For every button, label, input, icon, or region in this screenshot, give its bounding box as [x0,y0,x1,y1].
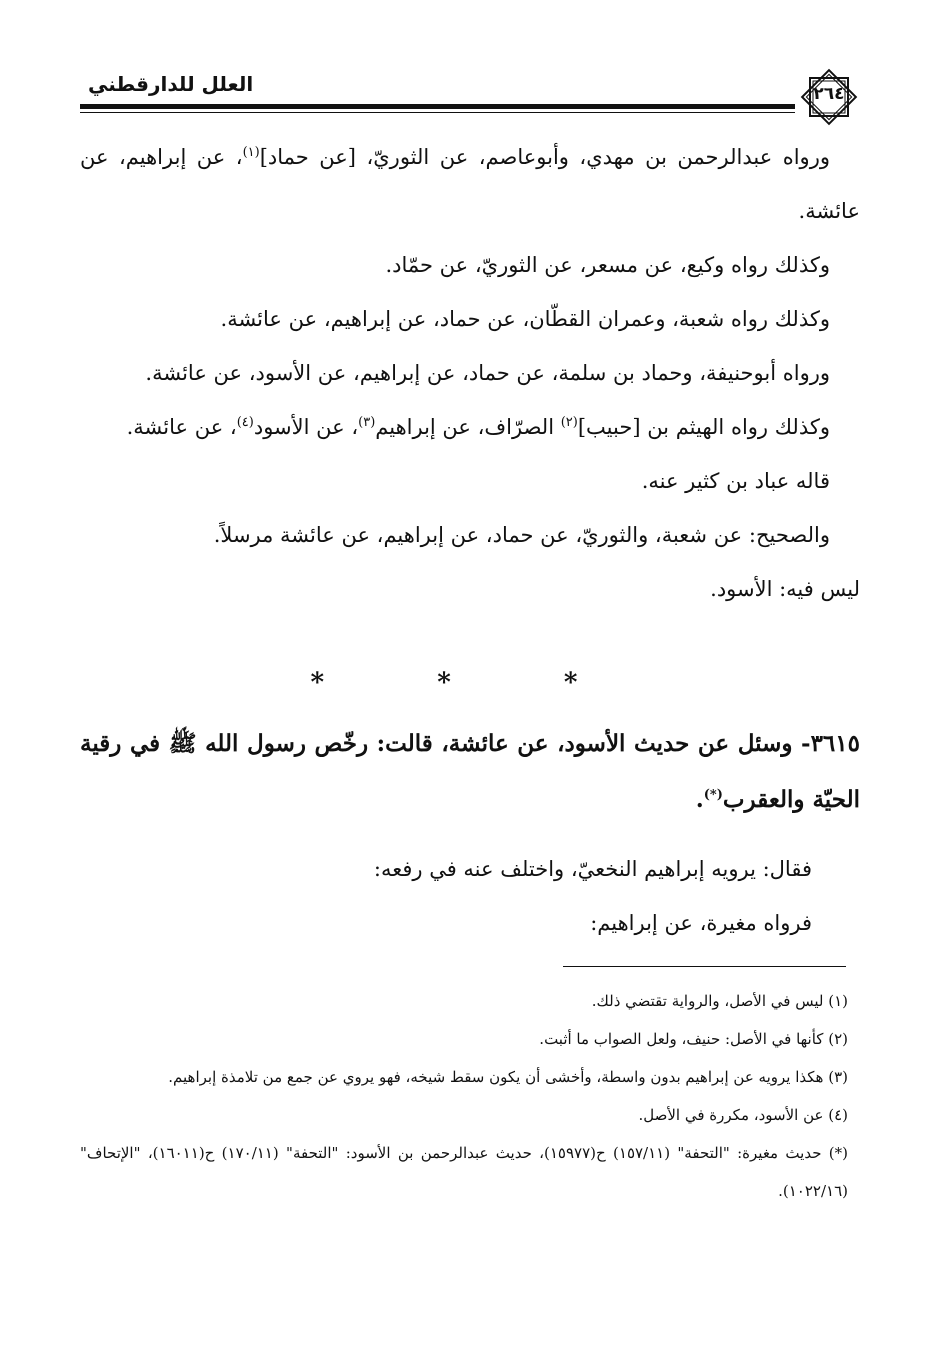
header-rule-thick [80,104,795,109]
answer-line-2: فرواه مغيرة، عن إبراهيم: [590,911,812,935]
header-rule-thin [80,112,795,113]
running-title: العلل للدارقطني [88,72,254,96]
paragraph-text: ورواه عبدالرحمن بن مهدي، وأبوعاصم، عن الثوريّ، [عن حماد] [259,145,830,169]
paragraph-8: ليس فيه: الأسود. [710,577,860,601]
paragraph-text: ، عن عائشة. [126,415,237,439]
section-separator: * * * [310,668,630,698]
paragraph-text: الصرّاف، عن إبراهيم [375,415,561,439]
paragraph-1 [80,130,860,238]
footnote-3: (٣) هكذا يرويه عن إبراهيم بدون واسطة، وأخشى أن يكون سقط شيخه، فهو يروي عن جمع من تلامذة إبراهيم. [168,1068,848,1086]
footnote-ref: (١) [242,145,260,160]
page-header [80,66,860,126]
paragraph-text: ، عن الأسود [253,415,359,439]
footnote-star: (*) حديث مغيرة: "التحفة" (١٥٧/١١) ح(١٥٩٧٧)، حديث عبدالرحمن بن الأسود: "التحفة" (١٧٠/١١) ح(١٦٠١١)، "الإتحاف" (١٠٢٢/١٦). [80,1144,848,1200]
paragraph-text: وكذلك رواه الهيثم بن [حبيب] [577,415,830,439]
footnote-ref: (٤) [236,415,254,430]
paragraph-3: وكذلك رواه شعبة، وعمران القطّان، عن حماد، عن إبراهيم، عن عائشة. [220,307,830,331]
answer-line-1: فقال: يرويه إبراهيم النخعيّ، واختلف عنه في رفعه: [373,857,812,881]
page-number: ٢٦٤ [813,84,845,104]
paragraph-6: قاله عباد بن كثير عنه. [641,469,830,493]
footnote-1: (١) ليس في الأصل، والرواية تقتضي ذلك. [591,992,848,1010]
footnote-4: (٤) عن الأسود، مكررة في الأصل. [638,1106,848,1124]
paragraph-text: ، عن إبراهيم، عن عائشة. [80,145,860,223]
entry-number: ٣٦١٥ [810,730,860,757]
paragraph-5 [80,400,860,454]
footnote-ref: (*) [703,787,723,803]
entry-tail: . [695,786,704,813]
entry-text: - وسئل عن حديث الأسود، عن عائشة، قالت: رخّص رسول الله ﷺ في رقية الحيّة والعقرب [80,730,860,813]
paragraph-2: وكذلك رواه وكيع، عن مسعر، عن الثوريّ، عن حمّاد. [385,253,830,277]
page-number-badge [798,66,860,128]
footnotes [80,982,848,1210]
footnote-separator [563,966,846,967]
footnote-ref: (٢) [560,415,578,430]
footnote-2: (٢) كأنها في الأصل: حنيف، ولعل الصواب ما أثبت. [539,1030,848,1048]
body-text [80,130,860,616]
entry-answer [80,842,860,950]
paragraph-4: ورواه أبوحنيفة، وحماد بن سلمة، عن حماد، عن إبراهيم، عن الأسود، عن عائشة. [145,361,830,385]
footnote-ref: (٣) [358,415,376,430]
paragraph-7: والصحيح: عن شعبة، والثوريّ، عن حماد، عن إبراهيم، عن عائشة مرسلاً. [213,523,830,547]
entry-heading [80,716,860,828]
